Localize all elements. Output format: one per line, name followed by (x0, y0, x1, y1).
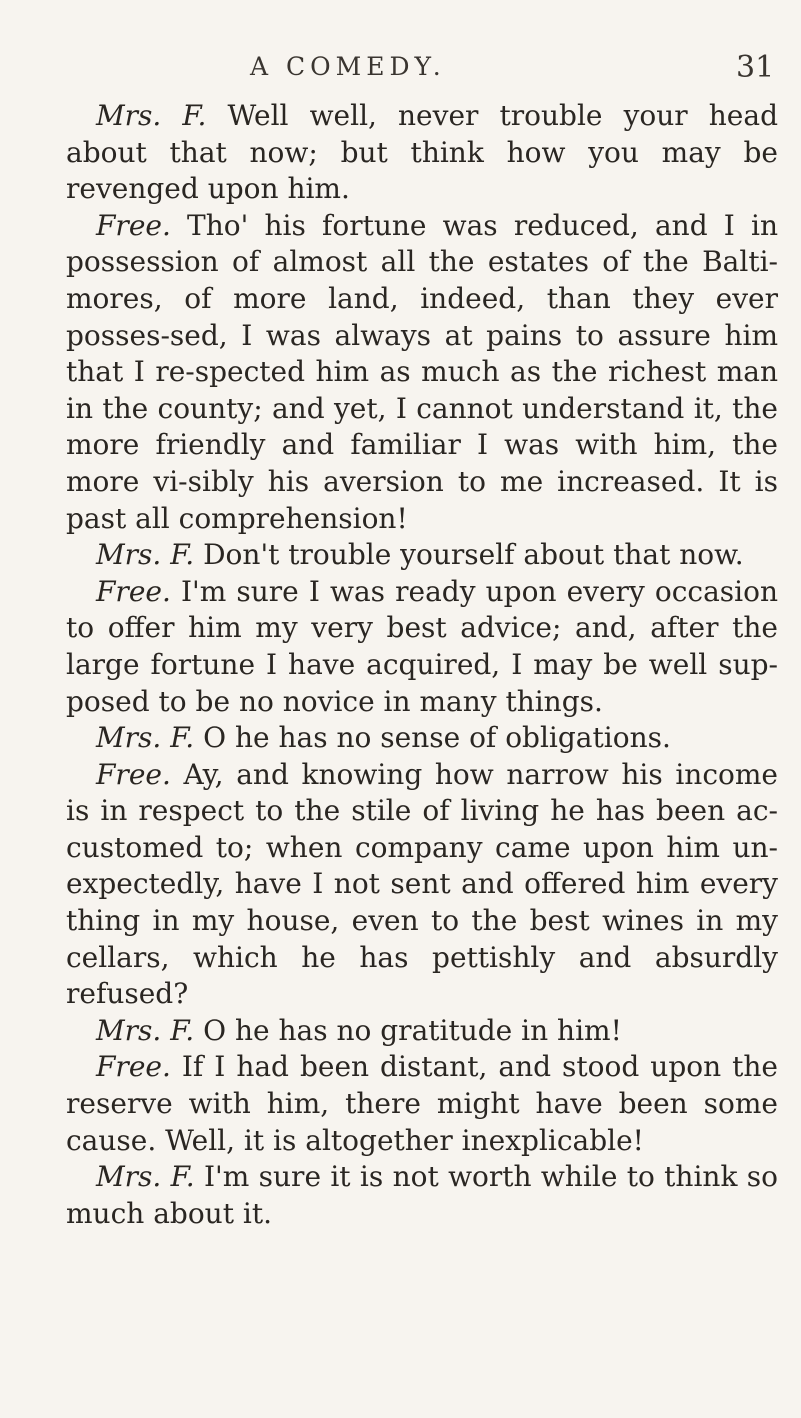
speech-paragraph (66, 537, 778, 574)
speaker-name: Mrs. F. (96, 99, 207, 132)
speech-paragraph (66, 1013, 778, 1050)
speaker-name: Free. (96, 208, 171, 242)
speaker-name: Mrs. F. (96, 1013, 195, 1047)
speaker-name: Free. (96, 1050, 171, 1084)
speech-paragraph (66, 208, 778, 537)
page-number: 31 (736, 50, 775, 85)
dialogue-body (66, 98, 778, 1232)
speech-text: I'm sure I was ready upon every occasion to offer him my very best advice; and, after the large fortune I have acquired, I may be well sup-posed to be no novice in many things. (66, 574, 778, 718)
speech-paragraph (66, 720, 778, 757)
speaker-name: Free. (96, 757, 171, 791)
running-title: A COMEDY. (250, 52, 446, 81)
speech-text: Tho' his fortune was reduced, and I in possession of almost all the estates of the Balti-mores, of more land, indeed, than they ever posses-sed, I was always at pains to assure him that I re-spected him as much as the richest man in the county; and yet, I cannot understand it, the more friendly and familiar I was with him, the more vi-sibly his aversion to me increased. It is past all comprehension! (66, 208, 778, 535)
speech-text: Don't trouble yourself about that now. (203, 538, 744, 572)
speech-paragraph (66, 1159, 778, 1232)
speech-paragraph (66, 98, 778, 208)
speaker-name: Mrs. F. (96, 721, 195, 755)
speech-text: O he has no gratitude in him! (203, 1013, 622, 1047)
speech-text: Well well, never trouble your head about that now; but think how you may be revenged upon him. (66, 99, 778, 206)
speech-text: If I had been distant, and stood upon the reserve with him, there might have been some cause. Well, it is altogether inexplicable! (66, 1050, 778, 1157)
speech-paragraph (66, 1049, 778, 1159)
speaker-name: Mrs. F. (96, 538, 195, 572)
speech-text: I'm sure it is not worth while to think so much about it. (66, 1160, 778, 1230)
speech-paragraph (66, 757, 778, 1013)
speech-text: Ay, and knowing how narrow his income is in respect to the stile of living he has been ac-customed to; when company came upon him un-expectedly, have I not sent and offered him every thing in my house, even to the best wines in my cellars, which he has pettishly and absurdly refused? (66, 757, 778, 1011)
speech-paragraph (66, 574, 778, 720)
speaker-name: Free. (96, 574, 171, 608)
speech-text: O he has no sense of obligations. (203, 721, 671, 755)
speaker-name: Mrs. F. (96, 1160, 195, 1194)
